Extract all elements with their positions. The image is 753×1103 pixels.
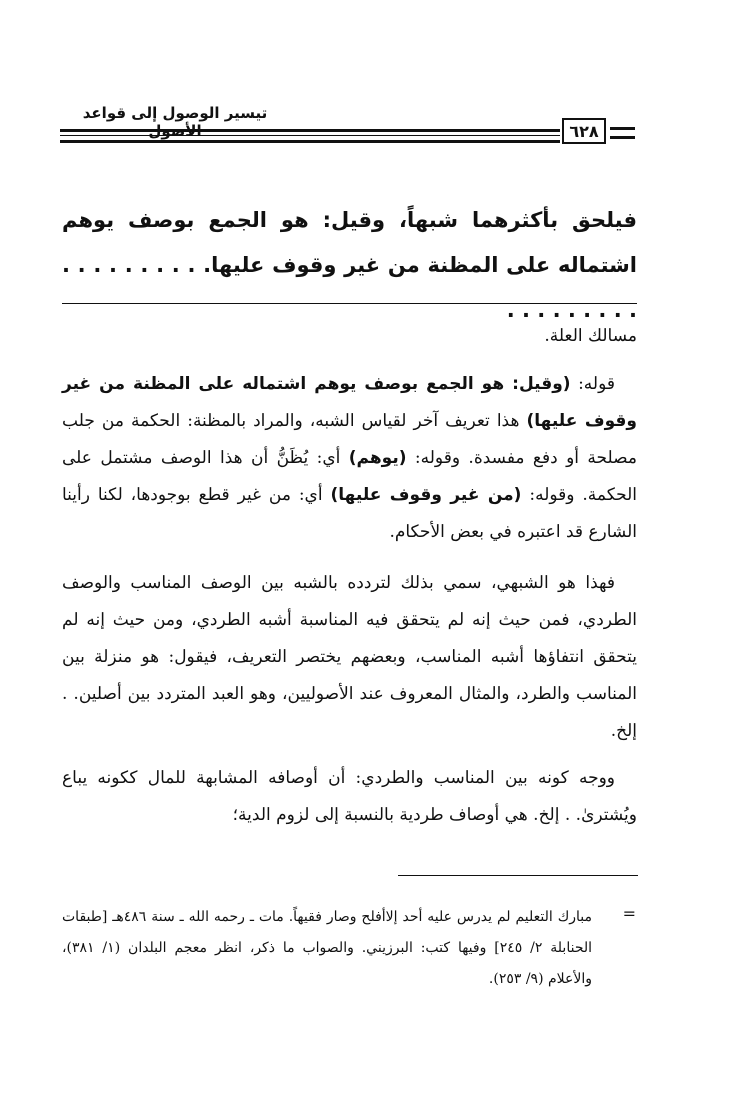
p3-text: ووجه كونه بين المناسب والطردي: أن أوصافه المشابهة للمال ككونه يباع ويُشترىٰ. . إلخ. هي أوصاف طردية بالنسبة إلى لزوم الدية؛ <box>62 768 637 825</box>
p1-tail: أي: من غير قطع بوجودها، لكنا رأينا الشارع قد اعتبره في بعض الأحكام. <box>62 485 637 542</box>
header-dash-top <box>610 127 635 130</box>
page-number: ٦٢٨ <box>569 121 599 141</box>
matn-separator <box>62 303 637 304</box>
running-header-title: تيسير الوصول إلى قواعد الأصول <box>82 104 268 140</box>
p1-mid-2: أي: يُظَنُّ أن هذا الوصف مشتمل على الحكمة. وقوله: <box>62 448 638 505</box>
commentary-paragraph-3 <box>62 760 637 834</box>
matn-text: فيلحق بأكثرهما شبهاً، وقيل: هو الجمع بوصف يوهم اشتماله على المظنة من غير وقوف عليها. . . . . . . . . . . . . . . . . . . <box>62 208 637 322</box>
footnote-continuation-marker: = <box>622 904 636 923</box>
commentary-paragraph-1 <box>62 366 637 551</box>
page-number-box <box>562 118 606 144</box>
p1-quote-2: (يوهم) <box>348 448 407 468</box>
commentary-line-0: مسالك العلة. <box>544 326 637 346</box>
footnote-separator <box>398 875 638 876</box>
p1-mid-1: هذا تعريف آخر لقياس الشبه، والمراد بالمظنة: الحكمة من جلب مصلحة أو دفع مفسدة. وقوله: <box>62 411 637 468</box>
header-rule-thin <box>60 135 560 136</box>
header-rule-thick-top <box>60 129 560 132</box>
footnote-text: مبارك التعليم لم يدرس عليه أحد إلاأفلح وصار فقيهاً. مات ـ رحمه الله ـ سنة ٤٨٦هـ [طبقات الحنابلة ٢/ ٢٤٥] وفيها كتب: البرزيني. والصواب ما ذكر، انظر معجم البلدان (١/ ٣٨١)، والأعلام (٩/ ٢٥٣). <box>62 909 593 987</box>
p1-lead: قوله: <box>570 374 615 394</box>
p2-text: فهذا هو الشبهي، سمي بذلك لتردده بالشبه بين الوصف المناسب والوصف الطردي، فمن حيث إنه لم يتحقق فيه المناسبة أشبه الطردي، ومن حيث إنه لم يتحقق انتفاؤها أشبه المناسب، وبعضهم يختصر التعريف، فيقول: هو منزلة بين المناسب والطرد، والمثال المعروف عند الأصوليين، وهو العبد المتردد بين أصلين. . إلخ. <box>62 573 637 741</box>
p1-quote-1: (وقيل: هو الجمع بوصف يوهم اشتماله على المظنة من غير وقوف عليها) <box>62 374 637 431</box>
header-dash-bottom <box>610 136 635 139</box>
header-rule-thick-bottom <box>60 140 560 143</box>
commentary-paragraph-2 <box>62 565 637 750</box>
p1-quote-3: (من غير وقوف عليها) <box>330 485 522 505</box>
